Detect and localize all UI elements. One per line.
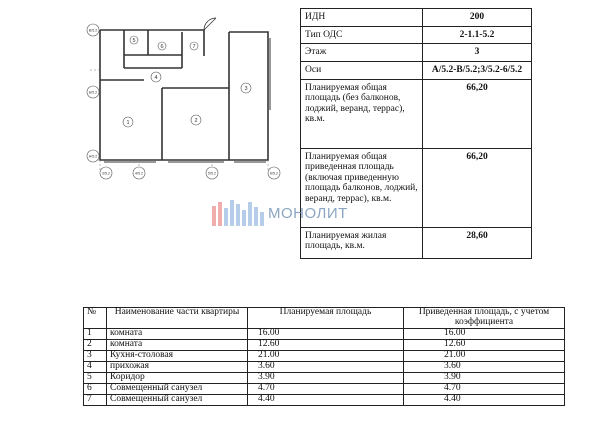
room-area: 4.70 bbox=[248, 383, 404, 394]
info-row bbox=[301, 44, 532, 62]
room-name: Коридор bbox=[107, 372, 248, 383]
room-reduced-area: 12.60 bbox=[404, 339, 565, 350]
axis-label: 4/5.2 bbox=[135, 171, 143, 176]
room-reduced-area: 4.40 bbox=[404, 394, 565, 405]
header-reduced: Приведенная площадь, с учетом коэффициента bbox=[404, 308, 565, 329]
room-area: 16.00 bbox=[248, 328, 404, 339]
room-number: 2 bbox=[194, 118, 198, 124]
info-row bbox=[301, 9, 532, 27]
room-area: 3.90 bbox=[248, 372, 404, 383]
info-label: Планируемая жилая площадь, кв.м. bbox=[301, 227, 423, 258]
room-number: 5 bbox=[132, 38, 136, 44]
axis-label: 3/5.2 bbox=[102, 171, 110, 176]
header-area: Планируемая площадь bbox=[248, 308, 404, 329]
floor-plan bbox=[84, 10, 284, 180]
info-label: Тип ОДС bbox=[301, 26, 423, 44]
axis-label: 5/5.2 bbox=[208, 171, 216, 176]
room-number: 6 bbox=[160, 44, 164, 50]
info-label: Оси bbox=[301, 61, 423, 79]
info-value: 200 bbox=[423, 9, 532, 27]
room-area: 3.60 bbox=[248, 361, 404, 372]
room-number: 7 bbox=[192, 44, 196, 50]
axis-label: А/5.2 bbox=[88, 154, 98, 159]
rooms-table bbox=[83, 307, 565, 406]
header-num: № bbox=[84, 308, 107, 329]
room-name: Совмещенный санузел bbox=[107, 383, 248, 394]
room-num: 6 bbox=[84, 383, 107, 394]
info-value: 2-1.1-5.2 bbox=[423, 26, 532, 44]
room-area: 21.00 bbox=[248, 350, 404, 361]
axis-label: Б/5.2 bbox=[88, 90, 98, 95]
room-name: комната bbox=[107, 328, 248, 339]
room-num: 2 bbox=[84, 339, 107, 350]
info-value: 3 bbox=[423, 44, 532, 62]
room-reduced-area: 21.00 bbox=[404, 350, 565, 361]
room-num: 4 bbox=[84, 361, 107, 372]
info-label: Планируемая общая приведенная площадь (включая приведенную площадь балконов, лоджий, веранд, террас), кв.м. bbox=[301, 148, 423, 227]
room-number: 3 bbox=[244, 86, 248, 92]
room-reduced-area: 3.90 bbox=[404, 372, 565, 383]
info-label: Планируемая общая площадь (без балконов, лоджий, веранд, террас), кв.м. bbox=[301, 79, 423, 148]
header-name: Наименование части квартиры bbox=[107, 308, 248, 329]
watermark-text: МОНОЛИТ bbox=[268, 205, 348, 222]
room-name: прихожая bbox=[107, 361, 248, 372]
table-row bbox=[84, 361, 565, 372]
info-value: 28,60 bbox=[423, 227, 532, 258]
room-reduced-area: 4.70 bbox=[404, 383, 565, 394]
info-value: 66,20 bbox=[423, 79, 532, 148]
table-row bbox=[84, 339, 565, 350]
info-label: Этаж bbox=[301, 44, 423, 62]
table-row bbox=[84, 350, 565, 361]
info-label: ИДН bbox=[301, 9, 423, 27]
axis-label: 6/5.2 bbox=[270, 171, 278, 176]
room-name: Совмещенный санузел bbox=[107, 394, 248, 405]
info-row bbox=[301, 26, 532, 44]
room-num: 5 bbox=[84, 372, 107, 383]
table-row bbox=[84, 328, 565, 339]
room-area: 12.60 bbox=[248, 339, 404, 350]
room-name: Кухня-столовая bbox=[107, 350, 248, 361]
info-value: 66,20 bbox=[423, 148, 532, 227]
info-row bbox=[301, 61, 532, 79]
info-value: А/5.2-В/5.2;3/5.2-6/5.2 bbox=[423, 61, 532, 79]
room-num: 7 bbox=[84, 394, 107, 405]
room-number: 4 bbox=[154, 75, 158, 81]
room-num: 1 bbox=[84, 328, 107, 339]
table-row bbox=[84, 383, 565, 394]
room-area: 4.40 bbox=[248, 394, 404, 405]
room-num: 3 bbox=[84, 350, 107, 361]
axis-label: В/5.2 bbox=[88, 28, 98, 33]
room-number: 1 bbox=[126, 120, 130, 126]
room-name: комната bbox=[107, 339, 248, 350]
table-row bbox=[84, 394, 565, 405]
room-reduced-area: 3.60 bbox=[404, 361, 565, 372]
room-reduced-area: 16.00 bbox=[404, 328, 565, 339]
table-header-row bbox=[84, 308, 565, 329]
info-row bbox=[301, 79, 532, 148]
table-row bbox=[84, 372, 565, 383]
